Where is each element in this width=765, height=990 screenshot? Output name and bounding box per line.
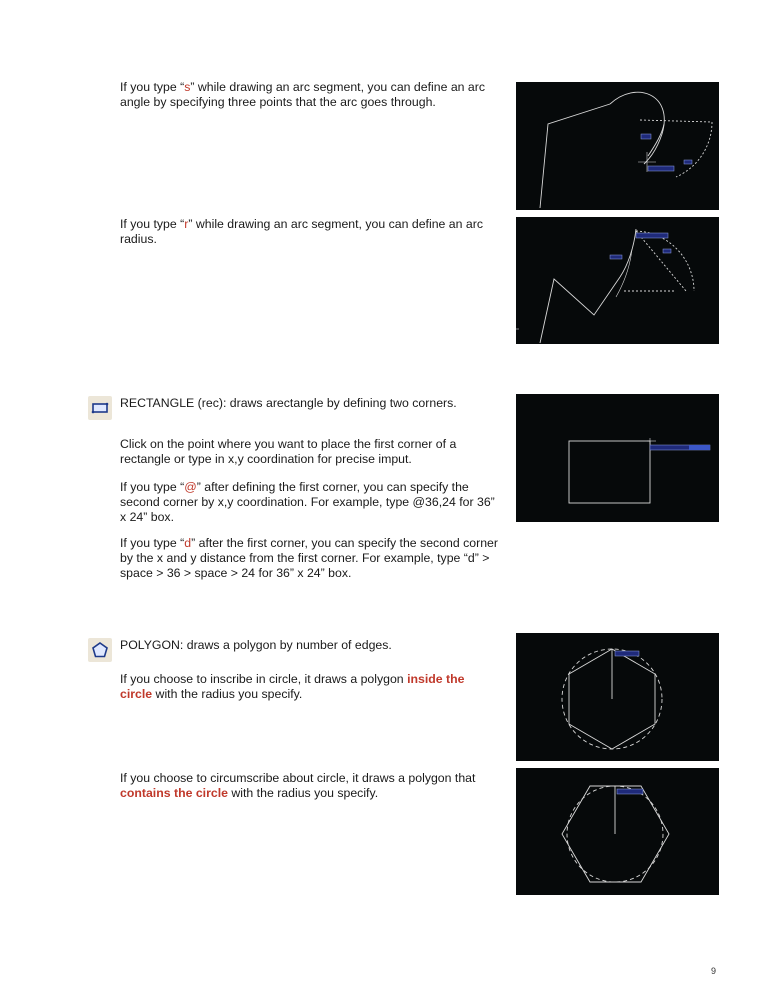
polygon-p2-bold: contains the circle [120,786,228,800]
polygon-heading: POLYGON: draws a polygon by number of edges. [120,638,392,652]
polygon-paragraph-1 [120,672,500,702]
rectangle-paragraph-3 [120,536,500,581]
polygon-circumscribed-screenshot [516,768,719,895]
input-tag [610,255,622,259]
rectangle-p3-before: If you type “ [120,536,185,550]
arc-radius-screenshot [516,217,719,344]
polygon-paragraph-2 [120,771,500,801]
arc-guide-line [640,120,712,122]
arc-three-point-screenshot [516,82,719,210]
rectangle-drawing [516,394,719,522]
arc-radius-guide [636,231,686,291]
rectangle-p3-key: d [184,536,192,550]
rectangle-paragraph-1: Click on the point where you want to place the first corner of a rectangle or type in x,y coordination for precise imput. [120,437,457,466]
circumscribed-hexagon [562,786,669,882]
rectangle-tool-icon [88,396,112,420]
input-tag [689,445,710,450]
arc-s-text-before: If you type “ [120,80,185,94]
arc-r-key: r [184,217,189,231]
arc-r-text-before: If you type “ [120,217,185,231]
arc-preview-curve [648,124,664,156]
polygon-p1-bold: inside the circle [120,672,465,701]
rectangle-heading: RECTANGLE (rec): draws arectangle by defining two corners. [120,396,457,410]
polygon-p1-before: If you choose to inscribe in circle, it draws a polygon [120,672,408,686]
rectangle-shape [569,441,650,503]
prompt-tag [648,166,674,171]
arc-s-text-after: ” while drawing an arc segment, you can define an arc angle by specifying three points that the arc goes through. [120,80,486,109]
polygon-tool-icon [88,638,112,662]
prompt-tag [617,789,643,794]
polygon-circumscribed-drawing [516,768,719,895]
polygon-inscribed-screenshot [516,633,719,761]
input-tag [641,134,651,139]
rectangle-p2-before: If you type “ [120,480,185,494]
rectangle-screenshot [516,394,719,522]
input-tag [663,249,671,253]
polygon-inscribed-drawing [516,633,719,761]
arc-radius-guide-arc [636,231,694,291]
page-number: 9 [711,966,717,976]
arc-radius-drawing [516,217,719,344]
arc-radius-polyline [540,277,620,343]
rectangle-p3-after: ” after the first corner, you can specify the second corner by the x and y distance from the first corner. For example, type “d” > space > 36 > space > 24 for 36” x 24” box. [120,536,498,580]
arc-s-paragraph [120,80,500,110]
rectangle-paragraph-2 [120,480,500,525]
arc-r-paragraph [120,217,500,247]
rectangle-p2-key: @ [184,480,197,494]
polygon-p1-after: with the radius you specify. [152,687,303,701]
input-tag [684,160,692,164]
prompt-tag [636,233,668,238]
rectangle-p2-after: ” after defining the first corner, you can specify the second corner by x,y coordination. For example, type @36,24 for 36” x 24” box. [120,480,495,524]
arc-polyline [540,104,610,208]
prompt-tag [615,651,639,656]
arc-three-point-drawing [516,82,719,210]
arc-s-key: s [184,80,191,94]
arc-guide-arc [676,122,712,177]
arc-r-text-after: ” while drawing an arc segment, you can define an arc radius. [120,217,483,246]
arc-curve [610,92,664,164]
polygon-p2-after: with the radius you specify. [227,786,379,800]
polygon-p2-before: If you choose to circumscribe about circle, it draws a polygon that [120,771,476,785]
